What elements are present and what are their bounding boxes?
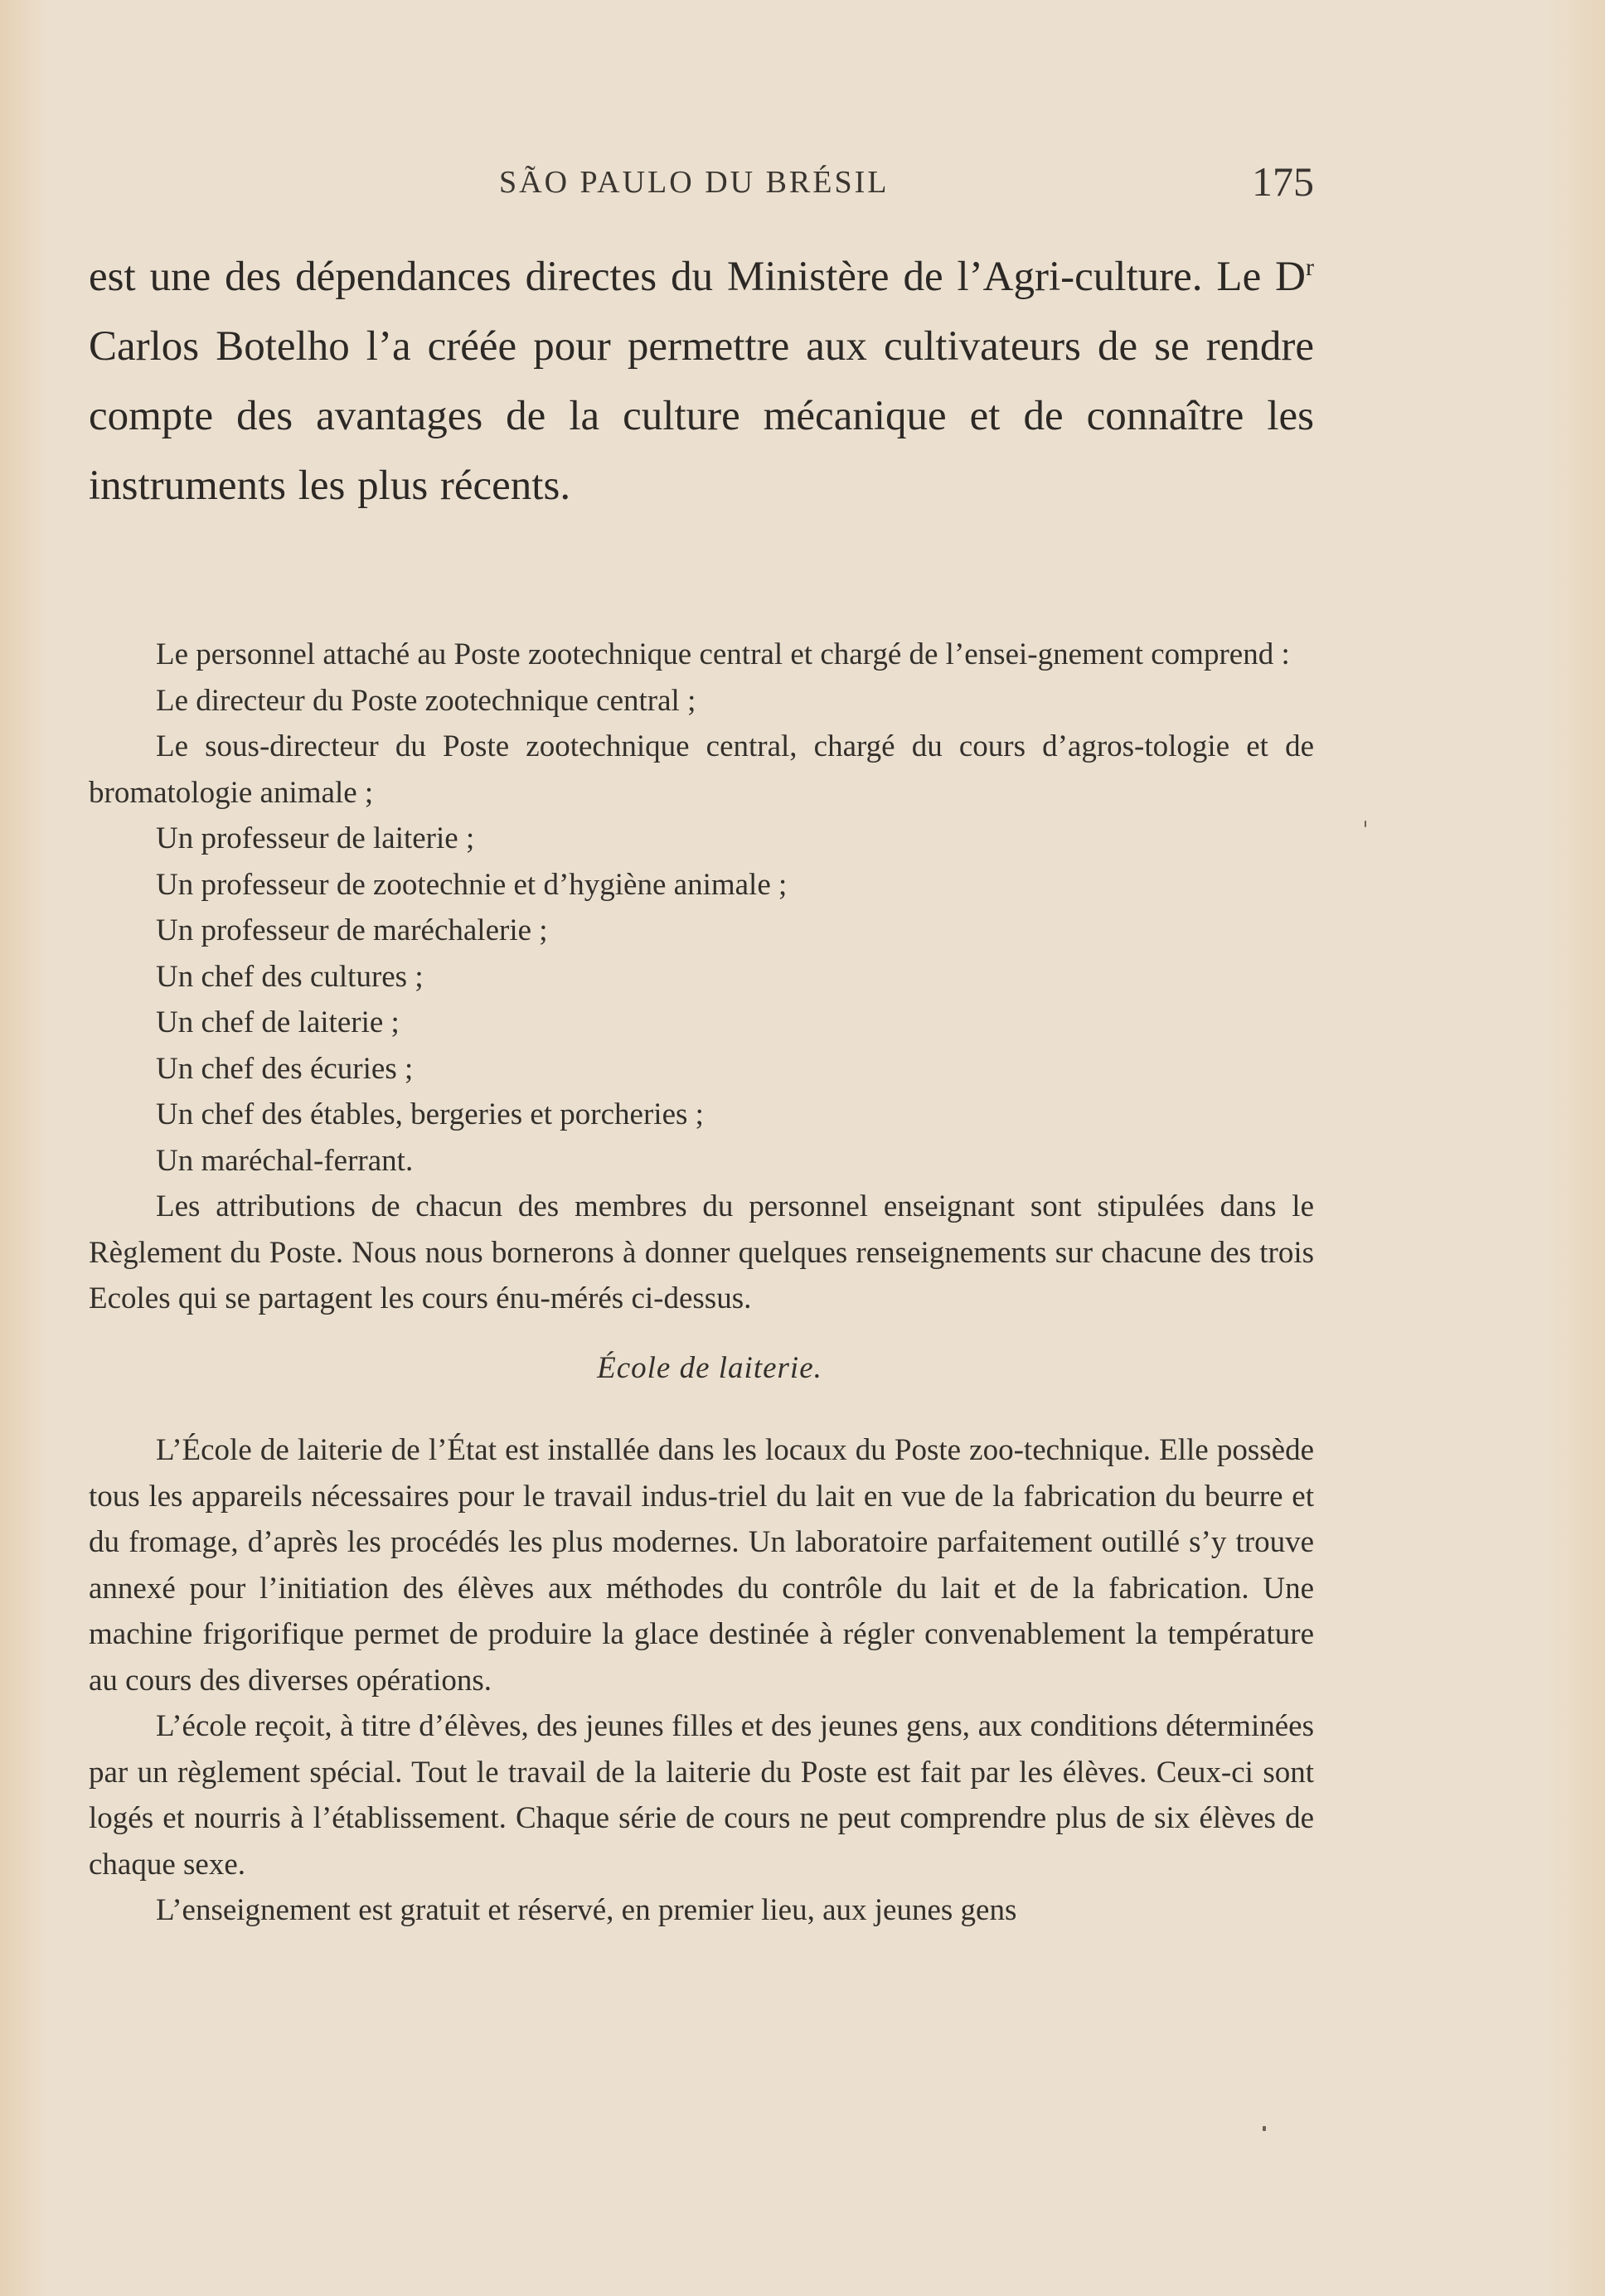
doctor-abbrev-superscript: r <box>1306 254 1314 281</box>
staff-list-item: Le sous-directeur du Poste zootechnique central, chargé du cours d’agros-tologie et de bromatologie animale ; <box>89 729 1314 810</box>
running-head <box>89 157 1314 207</box>
staff-list-item: Un professeur de laiterie ; <box>156 821 475 855</box>
section-paragraph: L’École de laiterie de l’État est installée dans les locaux du Poste zoo-technique. Elle possède tous les appareils nécessaires pour le travail indus-triel du lait en vue de la fabrication du beurre et du fromage, d’après les procédés les plus modernes. Un laboratoire parfaitement outillé s’y trouve annexé pour l’initiation des élèves aux méthodes du contrôle du lait et de la fabrication. Une machine frigorifique permet de produire la glace destinée à régler convenablement la température au cours des diverses opérations. <box>89 1433 1314 1698</box>
staff-list-item: Un chef des écuries ; <box>156 1051 414 1086</box>
running-title: SÃO PAULO DU BRÉSIL <box>499 165 890 200</box>
lead-paragraph <box>89 242 1314 521</box>
attributions-paragraph: Les attributions de chacun des membres du personnel enseignant sont stipulées dans le Règlement du Poste. Nous nous bornerons à donner quelques renseignements sur chacune des trois Ecoles qui se partagent les cours énu-mérés ci-dessus. <box>89 1189 1314 1315</box>
section-paragraph: L’école reçoit, à titre d’élèves, des jeunes filles et des jeunes gens, aux conditions déterminées par un règlement spécial. Tout le travail de la laiterie du Poste est fait par les élèves. Ceux-ci sont logés et nourris à l’établissement. Chaque série de cours ne peut comprendre plus de six élèves de chaque sexe. <box>89 1709 1314 1882</box>
staff-list-item: Un chef de laiterie ; <box>156 1005 400 1039</box>
staff-list-item: Un chef des cultures ; <box>156 959 424 994</box>
paper-speck <box>1263 2126 1266 2131</box>
staff-list-item: Un professeur de zootechnie et d’hygiène animale ; <box>156 867 788 902</box>
section-paragraph: L’enseignement est gratuit et réservé, en premier lieu, aux jeunes gens <box>156 1893 1017 1927</box>
page-number: 175 <box>1252 158 1314 205</box>
body-text <box>89 632 1314 1934</box>
section-title: École de laiterie. <box>597 1350 822 1385</box>
staff-intro-paragraph: Le personnel attaché au Poste zootechnique central et chargé de l’ensei-gnement comprend : <box>156 637 1290 671</box>
staff-list-item: Le directeur du Poste zootechnique central ; <box>156 683 696 718</box>
paper-speck <box>1365 821 1366 827</box>
staff-list-item: Un chef des étables, bergeries et porcheries ; <box>156 1097 704 1131</box>
staff-list-item: Un maréchal-ferrant. <box>156 1143 414 1178</box>
lead-paragraph-text-2: Carlos Botelho l’a créée pour permettre aux cultivateurs de se rendre compte des avantages de la culture mécanique et de connaître les instruments les plus récents. <box>89 323 1314 509</box>
staff-list-item: Un professeur de maréchalerie ; <box>156 913 548 947</box>
lead-paragraph-text-1: est une des dépendances directes du Ministère de l’Agri-culture. Le D <box>89 254 1306 300</box>
